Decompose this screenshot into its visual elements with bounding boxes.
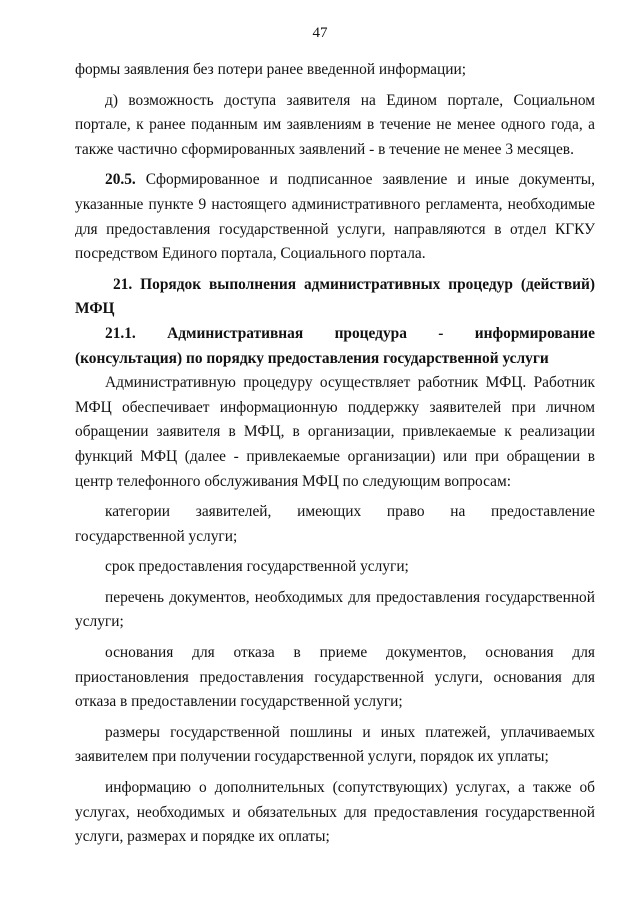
document-body [75, 58, 595, 850]
paragraph-form-continuation: формы заявления без потери ранее введенной информации; [75, 61, 466, 78]
subsection-heading-21-1 [75, 322, 595, 371]
list-item-applicant-categories: категории заявителей, имеющих право на предоставление государственной услуги; [75, 503, 595, 545]
paragraph-mfc-procedure: Административную процедуру осуществляет работник МФЦ. Работник МФЦ обеспечивает информационную поддержку заявителей при личном обращении заявителя в МФЦ, в организации, привлекаемые к реализации функций МФЦ (далее - привлекаемые организации) или при обращении в центр телефонного обслуживания МФЦ по следующим вопросам: [75, 374, 595, 490]
heading-word: - [438, 324, 444, 342]
section-heading-21: 21. Порядок выполнения административных процедур (действий) МФЦ [75, 275, 595, 318]
subsection-heading-21-1-line2: (консультация) по порядку предоставления государственной услуги [75, 349, 549, 367]
list-item-additional-services: информацию о дополнительных (сопутствующих) услугах, а также об услугах, необходимых и обязательных для предоставления государственной услуги, размерах и порядке их оплаты; [75, 779, 595, 846]
paragraph-20-5 [75, 168, 595, 266]
paragraph-item-d: д) возможность доступа заявителя на Едином портале, Социальном портале, к ранее поданным им заявлениям в течение не менее одного года, а также частично сформированных заявлений - в течение не менее 3 месяцев. [75, 91, 595, 158]
heading-word: информирование [474, 324, 595, 342]
list-item-refusal-grounds: основания для отказа в приеме документов, основания для приостановления предоставления государственной услуги, основания для отказа в предоставлении государственной услуги; [75, 644, 595, 711]
heading-word: процедура [334, 324, 407, 342]
clause-text-20-5: Сформированное и подписанное заявление и иные документы, указанные пункте 9 настоящего административного регламента, необходимые для предоставления государственной услуги, направляются в отдел КГКУ посредством Единого портала, Социального портала. [75, 171, 595, 263]
list-item-fees: размеры государственной пошлины и иных платежей, уплачиваемых заявителем при получении государственной услуги, порядок их уплаты; [75, 723, 595, 766]
list-item-documents: перечень документов, необходимых для предоставления государственной услуги; [75, 588, 595, 631]
list-item-service-term: срок предоставления государственной услуги; [105, 558, 409, 576]
heading-word: Административная [167, 324, 304, 342]
subsection-heading-21-1-line1 [75, 322, 595, 347]
page-number: 47 [312, 25, 328, 41]
clause-number-20-5: 20.5. [105, 171, 136, 189]
heading-word: 21.1. [105, 324, 136, 342]
